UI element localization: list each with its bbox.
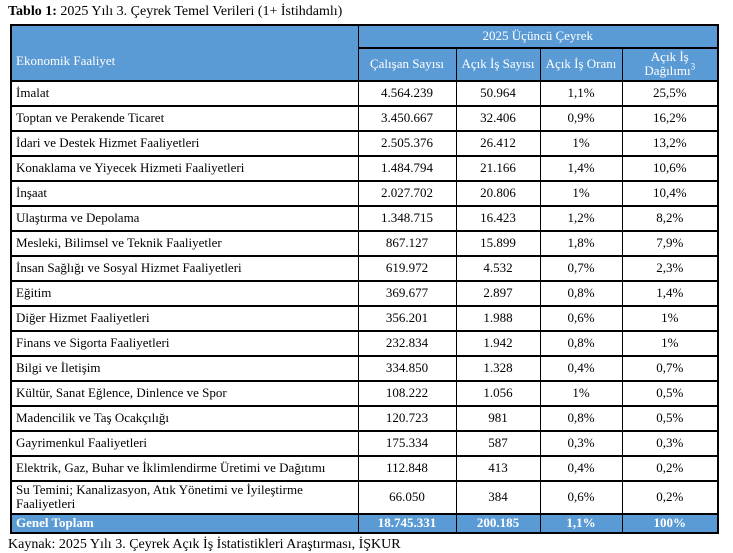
value-cell: 0,8% <box>540 331 622 356</box>
column-header-open-rate: Açık İş Oranı <box>540 48 622 81</box>
value-cell: 66.050 <box>358 481 456 514</box>
value-cell: 0,4% <box>540 356 622 381</box>
value-cell: 587 <box>456 431 540 456</box>
value-cell: 1.328 <box>456 356 540 381</box>
value-cell: 1% <box>622 306 718 331</box>
total-row <box>11 514 718 533</box>
table-title-label: Tablo 1: <box>8 4 57 19</box>
table-row <box>11 106 718 131</box>
value-cell: 20.806 <box>456 181 540 206</box>
table-header <box>11 25 718 81</box>
value-cell: 1.942 <box>456 331 540 356</box>
value-cell: 1% <box>540 181 622 206</box>
group-header-row <box>11 25 718 48</box>
column-header-open-share <box>622 48 718 81</box>
value-cell: 356.201 <box>358 306 456 331</box>
activity-cell: Finans ve Sigorta Faaliyetleri <box>11 331 358 356</box>
table-row <box>11 331 718 356</box>
value-cell: 1% <box>540 131 622 156</box>
value-cell: 867.127 <box>358 231 456 256</box>
table-row <box>11 256 718 281</box>
value-cell: 1% <box>622 331 718 356</box>
activity-cell: Elektrik, Gaz, Buhar ve İklimlendirme Üretimi ve Dağıtımı <box>11 456 358 481</box>
value-cell: 0,7% <box>540 256 622 281</box>
table-row <box>11 156 718 181</box>
footnote-marker: 3 <box>690 62 696 73</box>
table-row <box>11 306 718 331</box>
activity-cell: İmalat <box>11 81 358 106</box>
activity-cell: Su Temini; Kanalizasyon, Atık Yönetimi ve İyileştirme Faaliyetleri <box>11 481 358 514</box>
column-header-open-jobs: Açık İş Sayısı <box>456 48 540 81</box>
value-cell: 0,2% <box>622 481 718 514</box>
value-cell: 10,4% <box>622 181 718 206</box>
table-footer <box>11 514 718 533</box>
total-open-share-cell: 100% <box>622 514 718 533</box>
value-cell: 2.897 <box>456 281 540 306</box>
value-cell: 108.222 <box>358 381 456 406</box>
table-row <box>11 231 718 256</box>
value-cell: 0,9% <box>540 106 622 131</box>
value-cell: 2.027.702 <box>358 181 456 206</box>
value-cell: 15.899 <box>456 231 540 256</box>
group-header-quarter: 2025 Üçüncü Çeyrek <box>358 25 718 48</box>
value-cell: 1% <box>540 381 622 406</box>
total-label-cell: Genel Toplam <box>11 514 358 533</box>
value-cell: 981 <box>456 406 540 431</box>
value-cell: 4.564.239 <box>358 81 456 106</box>
value-cell: 1.988 <box>456 306 540 331</box>
total-open-jobs-cell: 200.185 <box>456 514 540 533</box>
value-cell: 1.056 <box>456 381 540 406</box>
value-cell: 3.450.667 <box>358 106 456 131</box>
value-cell: 0,8% <box>540 406 622 431</box>
value-cell: 0,8% <box>540 281 622 306</box>
table-row <box>11 131 718 156</box>
document-page <box>0 4 733 552</box>
table-row <box>11 206 718 231</box>
value-cell: 0,5% <box>622 406 718 431</box>
value-cell: 1,2% <box>540 206 622 231</box>
value-cell: 16.423 <box>456 206 540 231</box>
table-row <box>11 481 718 514</box>
value-cell: 0,6% <box>540 306 622 331</box>
table-row <box>11 456 718 481</box>
value-cell: 0,2% <box>622 456 718 481</box>
value-cell: 2.505.376 <box>358 131 456 156</box>
value-cell: 16,2% <box>622 106 718 131</box>
value-cell: 112.848 <box>358 456 456 481</box>
value-cell: 1,4% <box>622 281 718 306</box>
value-cell: 0,7% <box>622 356 718 381</box>
value-cell: 10,6% <box>622 156 718 181</box>
table-title-text: 2025 Yılı 3. Çeyrek Temel Verileri (1+ İstihdamlı) <box>56 4 343 19</box>
activity-cell: Eğitim <box>11 281 358 306</box>
table-body <box>11 81 718 514</box>
value-cell: 0,6% <box>540 481 622 514</box>
table-row <box>11 356 718 381</box>
value-cell: 384 <box>456 481 540 514</box>
value-cell: 7,9% <box>622 231 718 256</box>
table-row <box>11 406 718 431</box>
activity-cell: Madencilik ve Taş Ocakçılığı <box>11 406 358 431</box>
activity-cell: Diğer Hizmet Faaliyetleri <box>11 306 358 331</box>
column-header-employees: Çalışan Sayısı <box>358 48 456 81</box>
value-cell: 32.406 <box>456 106 540 131</box>
activity-cell: İnsan Sağlığı ve Sosyal Hizmet Faaliyetleri <box>11 256 358 281</box>
statistics-table <box>10 24 719 534</box>
value-cell: 26.412 <box>456 131 540 156</box>
table-row <box>11 281 718 306</box>
activity-cell: İdari ve Destek Hizmet Faaliyetleri <box>11 131 358 156</box>
activity-cell: Ulaştırma ve Depolama <box>11 206 358 231</box>
value-cell: 0,3% <box>622 431 718 456</box>
total-open-rate-cell: 1,1% <box>540 514 622 533</box>
value-cell: 1,1% <box>540 81 622 106</box>
activity-cell: Kültür, Sanat Eğlence, Dinlence ve Spor <box>11 381 358 406</box>
total-employees-cell: 18.745.331 <box>358 514 456 533</box>
value-cell: 50.964 <box>456 81 540 106</box>
activity-cell: Gayrimenkul Faaliyetleri <box>11 431 358 456</box>
table-row <box>11 431 718 456</box>
value-cell: 369.677 <box>358 281 456 306</box>
value-cell: 13,2% <box>622 131 718 156</box>
table-row <box>11 181 718 206</box>
value-cell: 21.166 <box>456 156 540 181</box>
value-cell: 0,5% <box>622 381 718 406</box>
value-cell: 0,3% <box>540 431 622 456</box>
table-row <box>11 81 718 106</box>
value-cell: 2,3% <box>622 256 718 281</box>
table-title <box>8 4 733 21</box>
value-cell: 232.834 <box>358 331 456 356</box>
value-cell: 334.850 <box>358 356 456 381</box>
activity-cell: Mesleki, Bilimsel ve Teknik Faaliyetler <box>11 231 358 256</box>
value-cell: 413 <box>456 456 540 481</box>
value-cell: 175.334 <box>358 431 456 456</box>
activity-cell: Toptan ve Perakende Ticaret <box>11 106 358 131</box>
value-cell: 0,4% <box>540 456 622 481</box>
value-cell: 25,5% <box>622 81 718 106</box>
column-header-activity: Ekonomik Faaliyet <box>11 25 358 81</box>
activity-cell: Bilgi ve İletişim <box>11 356 358 381</box>
column-header-open-share-label: Açık İş Dağılımı <box>644 48 691 79</box>
activity-cell: İnşaat <box>11 181 358 206</box>
activity-cell: Konaklama ve Yiyecek Hizmeti Faaliyetleri <box>11 156 358 181</box>
value-cell: 4.532 <box>456 256 540 281</box>
source-note: Kaynak: 2025 Yılı 3. Çeyrek Açık İş İstatistikleri Araştırması, İŞKUR <box>8 536 401 552</box>
value-cell: 1.348.715 <box>358 206 456 231</box>
value-cell: 120.723 <box>358 406 456 431</box>
value-cell: 8,2% <box>622 206 718 231</box>
value-cell: 1,8% <box>540 231 622 256</box>
table-row <box>11 381 718 406</box>
value-cell: 1.484.794 <box>358 156 456 181</box>
value-cell: 619.972 <box>358 256 456 281</box>
value-cell: 1,4% <box>540 156 622 181</box>
